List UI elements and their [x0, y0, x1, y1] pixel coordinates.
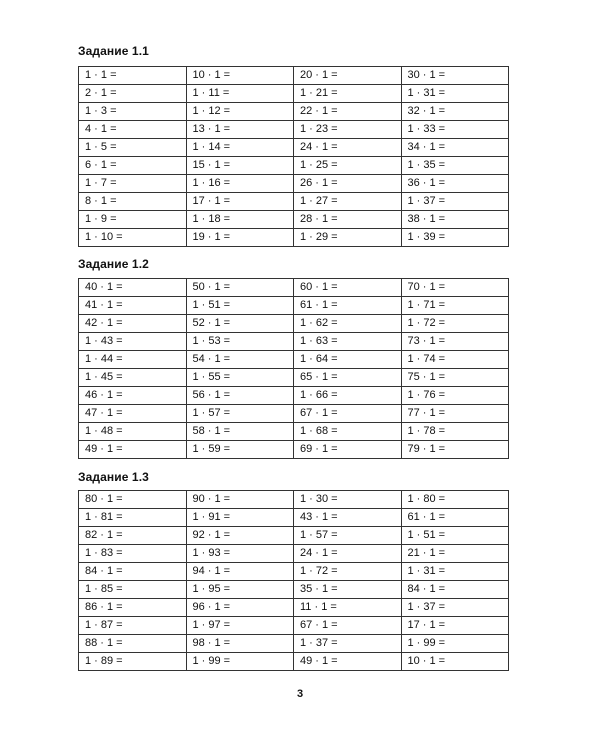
exercise-cell: 96 · 1 =: [186, 599, 294, 617]
exercise-cell: 1 · 74 =: [401, 351, 509, 369]
exercise-cell: 1 · 1 =: [79, 67, 187, 85]
exercise-cell: 92 · 1 =: [186, 527, 294, 545]
exercise-cell: 1 · 99 =: [401, 635, 509, 653]
exercise-cell: 10 · 1 =: [401, 653, 509, 671]
exercise-cell: 1 · 9 =: [79, 211, 187, 229]
table-row: [79, 193, 509, 211]
table-row: [79, 279, 509, 297]
exercise-cell: 49 · 1 =: [294, 653, 402, 671]
exercise-cell: 24 · 1 =: [294, 545, 402, 563]
table-row: [79, 509, 509, 527]
table-row: [79, 333, 509, 351]
exercise-cell: 67 · 1 =: [294, 617, 402, 635]
table-row: [79, 599, 509, 617]
exercise-cell: 1 · 10 =: [79, 229, 187, 247]
exercise-cell: 1 · 7 =: [79, 175, 187, 193]
exercise-cell: 1 · 14 =: [186, 139, 294, 157]
exercise-cell: 1 · 97 =: [186, 617, 294, 635]
exercise-cell: 1 · 91 =: [186, 509, 294, 527]
exercise-cell: 1 · 80 =: [401, 491, 509, 509]
exercise-cell: 36 · 1 =: [401, 175, 509, 193]
exercise-cell: 17 · 1 =: [186, 193, 294, 211]
exercise-cell: 80 · 1 =: [79, 491, 187, 509]
exercise-cell: 1 · 63 =: [294, 333, 402, 351]
exercise-cell: 54 · 1 =: [186, 351, 294, 369]
exercise-cell: 65 · 1 =: [294, 369, 402, 387]
exercise-cell: 52 · 1 =: [186, 315, 294, 333]
exercise-cell: 1 · 45 =: [79, 369, 187, 387]
table-row: [79, 67, 509, 85]
exercise-cell: 1 · 64 =: [294, 351, 402, 369]
table-row: [79, 229, 509, 247]
exercise-cell: 1 · 57 =: [186, 405, 294, 423]
exercise-cell: 1 · 43 =: [79, 333, 187, 351]
table-row: [79, 297, 509, 315]
exercise-cell: 1 · 16 =: [186, 175, 294, 193]
exercise-cell: 32 · 1 =: [401, 103, 509, 121]
table-row: [79, 405, 509, 423]
exercise-cell: 1 · 23 =: [294, 121, 402, 139]
exercise-cell: 1 · 44 =: [79, 351, 187, 369]
exercise-cell: 1 · 76 =: [401, 387, 509, 405]
exercise-cell: 15 · 1 =: [186, 157, 294, 175]
exercise-table-1-2: [78, 278, 509, 459]
exercise-cell: 41 · 1 =: [79, 297, 187, 315]
exercise-cell: 13 · 1 =: [186, 121, 294, 139]
exercise-cell: 1 · 72 =: [401, 315, 509, 333]
exercise-cell: 8 · 1 =: [79, 193, 187, 211]
exercise-cell: 2 · 1 =: [79, 85, 187, 103]
exercise-cell: 1 · 27 =: [294, 193, 402, 211]
table-row: [79, 423, 509, 441]
exercise-table-1-3: [78, 490, 509, 671]
exercise-cell: 84 · 1 =: [79, 563, 187, 581]
exercise-cell: 46 · 1 =: [79, 387, 187, 405]
exercise-cell: 1 · 29 =: [294, 229, 402, 247]
exercise-cell: 1 · 71 =: [401, 297, 509, 315]
exercise-cell: 70 · 1 =: [401, 279, 509, 297]
exercise-cell: 90 · 1 =: [186, 491, 294, 509]
exercise-cell: 1 · 11 =: [186, 85, 294, 103]
exercise-cell: 60 · 1 =: [294, 279, 402, 297]
exercise-cell: 1 · 39 =: [401, 229, 509, 247]
exercise-cell: 79 · 1 =: [401, 441, 509, 459]
table-row: [79, 635, 509, 653]
exercise-cell: 1 · 53 =: [186, 333, 294, 351]
exercise-cell: 58 · 1 =: [186, 423, 294, 441]
table-row: [79, 103, 509, 121]
table-row: [79, 491, 509, 509]
exercise-cell: 1 · 72 =: [294, 563, 402, 581]
exercise-table-1-1: [78, 66, 509, 247]
exercise-cell: 86 · 1 =: [79, 599, 187, 617]
table-row: [79, 387, 509, 405]
exercise-cell: 1 · 37 =: [401, 193, 509, 211]
exercise-cell: 24 · 1 =: [294, 139, 402, 157]
exercise-cell: 1 · 66 =: [294, 387, 402, 405]
section-title-1-2: Задание 1.2: [78, 257, 149, 271]
table-row: [79, 315, 509, 333]
exercise-cell: 61 · 1 =: [294, 297, 402, 315]
exercise-cell: 1 · 93 =: [186, 545, 294, 563]
exercise-cell: 1 · 81 =: [79, 509, 187, 527]
exercise-cell: 4 · 1 =: [79, 121, 187, 139]
exercise-cell: 1 · 48 =: [79, 423, 187, 441]
exercise-cell: 1 · 33 =: [401, 121, 509, 139]
exercise-cell: 1 · 31 =: [401, 563, 509, 581]
exercise-cell: 1 · 30 =: [294, 491, 402, 509]
exercise-cell: 30 · 1 =: [401, 67, 509, 85]
exercise-cell: 1 · 18 =: [186, 211, 294, 229]
exercise-cell: 50 · 1 =: [186, 279, 294, 297]
page-number: 3: [296, 688, 304, 700]
exercise-cell: 34 · 1 =: [401, 139, 509, 157]
exercise-cell: 1 · 68 =: [294, 423, 402, 441]
exercise-cell: 42 · 1 =: [79, 315, 187, 333]
exercise-cell: 82 · 1 =: [79, 527, 187, 545]
exercise-cell: 1 · 89 =: [79, 653, 187, 671]
exercise-cell: 1 · 99 =: [186, 653, 294, 671]
exercise-cell: 67 · 1 =: [294, 405, 402, 423]
exercise-cell: 28 · 1 =: [294, 211, 402, 229]
exercise-cell: 49 · 1 =: [79, 441, 187, 459]
exercise-cell: 1 · 5 =: [79, 139, 187, 157]
exercise-cell: 1 · 57 =: [294, 527, 402, 545]
exercise-cell: 77 · 1 =: [401, 405, 509, 423]
table-row: [79, 441, 509, 459]
exercise-cell: 61 · 1 =: [401, 509, 509, 527]
exercise-cell: 1 · 35 =: [401, 157, 509, 175]
table-row: [79, 653, 509, 671]
table-row: [79, 527, 509, 545]
exercise-cell: 56 · 1 =: [186, 387, 294, 405]
table-row: [79, 351, 509, 369]
exercise-cell: 94 · 1 =: [186, 563, 294, 581]
exercise-cell: 20 · 1 =: [294, 67, 402, 85]
table-row: [79, 545, 509, 563]
exercise-cell: 73 · 1 =: [401, 333, 509, 351]
exercise-cell: 88 · 1 =: [79, 635, 187, 653]
exercise-cell: 21 · 1 =: [401, 545, 509, 563]
exercise-cell: 69 · 1 =: [294, 441, 402, 459]
exercise-cell: 22 · 1 =: [294, 103, 402, 121]
exercise-cell: 1 · 62 =: [294, 315, 402, 333]
exercise-cell: 6 · 1 =: [79, 157, 187, 175]
exercise-cell: 10 · 1 =: [186, 67, 294, 85]
exercise-cell: 38 · 1 =: [401, 211, 509, 229]
exercise-cell: 98 · 1 =: [186, 635, 294, 653]
exercise-cell: 75 · 1 =: [401, 369, 509, 387]
exercise-cell: 1 · 37 =: [401, 599, 509, 617]
table-row: [79, 581, 509, 599]
exercise-cell: 1 · 37 =: [294, 635, 402, 653]
exercise-cell: 1 · 12 =: [186, 103, 294, 121]
exercise-cell: 1 · 55 =: [186, 369, 294, 387]
exercise-cell: 43 · 1 =: [294, 509, 402, 527]
exercise-cell: 1 · 31 =: [401, 85, 509, 103]
table-row: [79, 617, 509, 635]
exercise-cell: 1 · 21 =: [294, 85, 402, 103]
section-title-1-3: Задание 1.3: [78, 470, 149, 484]
exercise-cell: 1 · 95 =: [186, 581, 294, 599]
table-row: [79, 563, 509, 581]
exercise-cell: 1 · 78 =: [401, 423, 509, 441]
exercise-cell: 19 · 1 =: [186, 229, 294, 247]
exercise-cell: 40 · 1 =: [79, 279, 187, 297]
table-row: [79, 121, 509, 139]
exercise-cell: 1 · 85 =: [79, 581, 187, 599]
section-title-1-1: Задание 1.1: [78, 44, 149, 58]
table-row: [79, 211, 509, 229]
exercise-cell: 1 · 51 =: [186, 297, 294, 315]
exercise-cell: 1 · 25 =: [294, 157, 402, 175]
exercise-cell: 1 · 51 =: [401, 527, 509, 545]
exercise-cell: 1 · 87 =: [79, 617, 187, 635]
table-row: [79, 139, 509, 157]
table-row: [79, 369, 509, 387]
exercise-cell: 47 · 1 =: [79, 405, 187, 423]
exercise-cell: 1 · 83 =: [79, 545, 187, 563]
exercise-cell: 1 · 3 =: [79, 103, 187, 121]
exercise-cell: 17 · 1 =: [401, 617, 509, 635]
exercise-cell: 1 · 59 =: [186, 441, 294, 459]
exercise-cell: 26 · 1 =: [294, 175, 402, 193]
exercise-cell: 11 · 1 =: [294, 599, 402, 617]
table-row: [79, 157, 509, 175]
exercise-cell: 35 · 1 =: [294, 581, 402, 599]
table-row: [79, 85, 509, 103]
exercise-cell: 84 · 1 =: [401, 581, 509, 599]
table-row: [79, 175, 509, 193]
